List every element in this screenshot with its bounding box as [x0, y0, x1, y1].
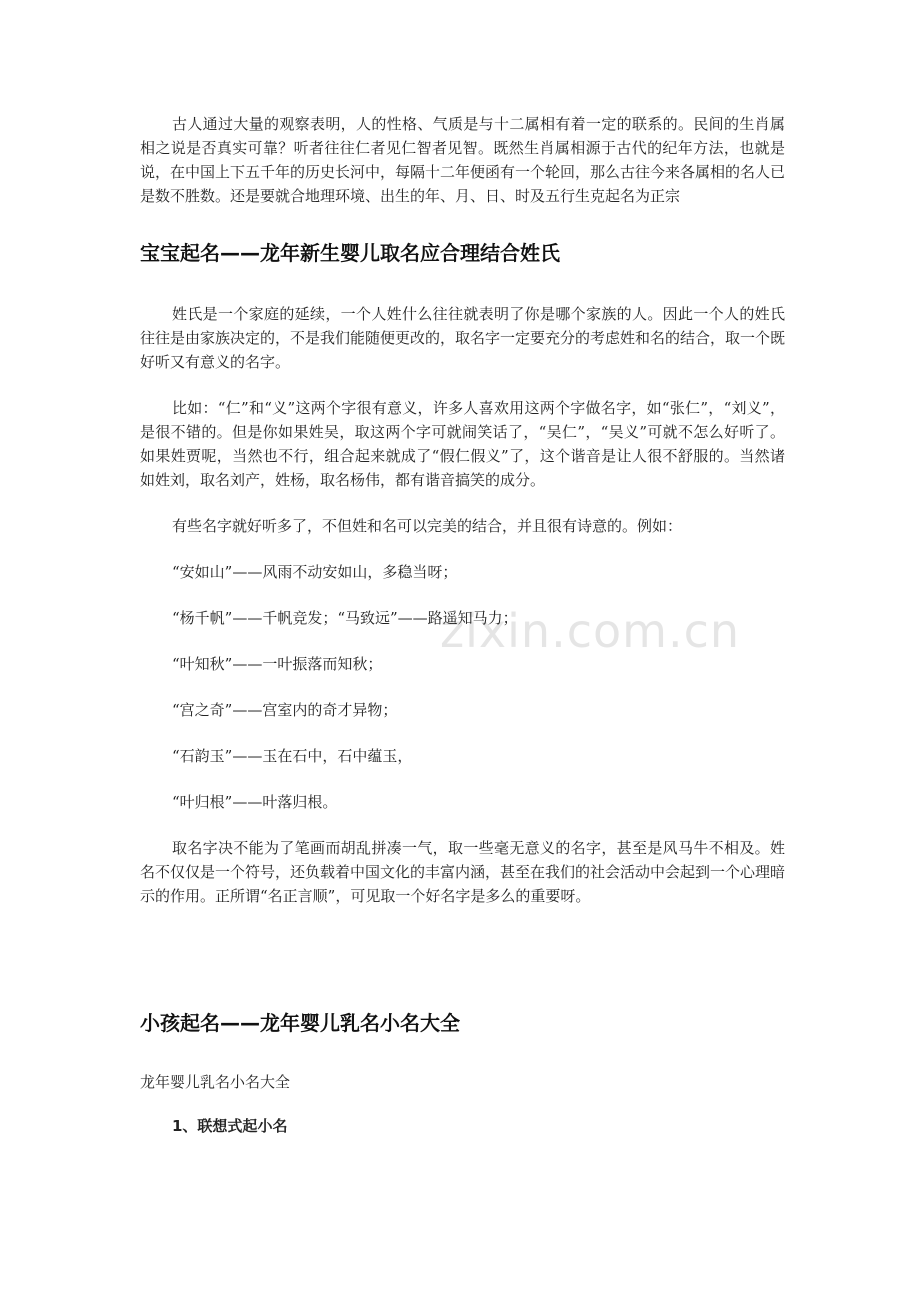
paragraph-conclusion: 取名字决不能为了笔画而胡乱拼凑一气，取一些毫无意义的名字，甚至是风马牛不相及。姓名不仅仅是一个符号，还负载着中国文化的丰富内涵，甚至在我们的社会活动中会起到一个心理暗示的作用。正所谓“名正言顺”，可见取一个好名字是多么的重要呀。 — [140, 839, 786, 905]
example-name: “杨千帆”——千帆竞发；“马致远”——路遥知马力； — [172, 609, 518, 627]
list-item-heading: 1、联想式起小名 — [172, 1117, 288, 1135]
example-name: “宫之奇”——宫室内的奇才异物； — [172, 701, 398, 719]
example-name: “安如山”——风雨不动安如山，多稳当呀； — [172, 563, 458, 581]
section2-heading: 小孩起名——龙年婴儿乳名小名大全 — [140, 1011, 460, 1035]
section1-heading: 宝宝起名——龙年新生婴儿取名应合理结合姓氏 — [140, 241, 560, 265]
paragraph-example: 比如：“仁”和“义”这两个字很有意义，许多人喜欢用这两个字做名字，如“张仁”，“刘义”，是很不错的。但是你如果姓吴，取这两个字可就闹笑话了，“吴仁”，“吴义”可就不怎么好听了。如果姓贾呢，当然也不行，组合起来就成了“假仁假义”了，这个谐音是让人很不舒服的。当然诸如姓刘，取名刘产，姓杨，取名杨伟，都有谐音搞笑的成分。 — [140, 399, 785, 489]
example-name: “叶知秋”——一叶振落而知秋； — [172, 655, 383, 673]
example-name: “石韵玉”——玉在石中，石中蕴玉， — [172, 747, 413, 765]
sub-title: 龙年婴儿乳名小名大全 — [140, 1073, 291, 1091]
article-body — [140, 112, 785, 1138]
paragraph-surname: 姓氏是一个家庭的延续，一个人姓什么往往就表明了你是哪个家族的人。因此一个人的姓氏往往是由家族决定的，不是我们能随便更改的，取名字一定要充分的考虑姓和名的结合，取一个既好听又有意义的名字。 — [140, 305, 786, 371]
intro-paragraph: 古人通过大量的观察表明，人的性格、气质是与十二属相有着一定的联系的。民间的生肖属相之说是否真实可靠？听者往往仁者见仁智者见智。既然生肖属相源于古代的纪年方法，也就是说，在中国上下五千年的历史长河中，每隔十二年便函有一个轮回，那么古往今来各属相的名人已是数不胜数。还是要就合地理环境、出生的年、月、日、时及五行生克起名为正宗 — [140, 115, 786, 205]
watermark: zixin.com.cn — [440, 604, 741, 658]
example-name: “叶归根”——叶落归根。 — [172, 793, 338, 811]
paragraph-poetic: 有些名字就好听多了，不但姓和名可以完美的结合，并且很有诗意的。例如： — [172, 517, 683, 535]
